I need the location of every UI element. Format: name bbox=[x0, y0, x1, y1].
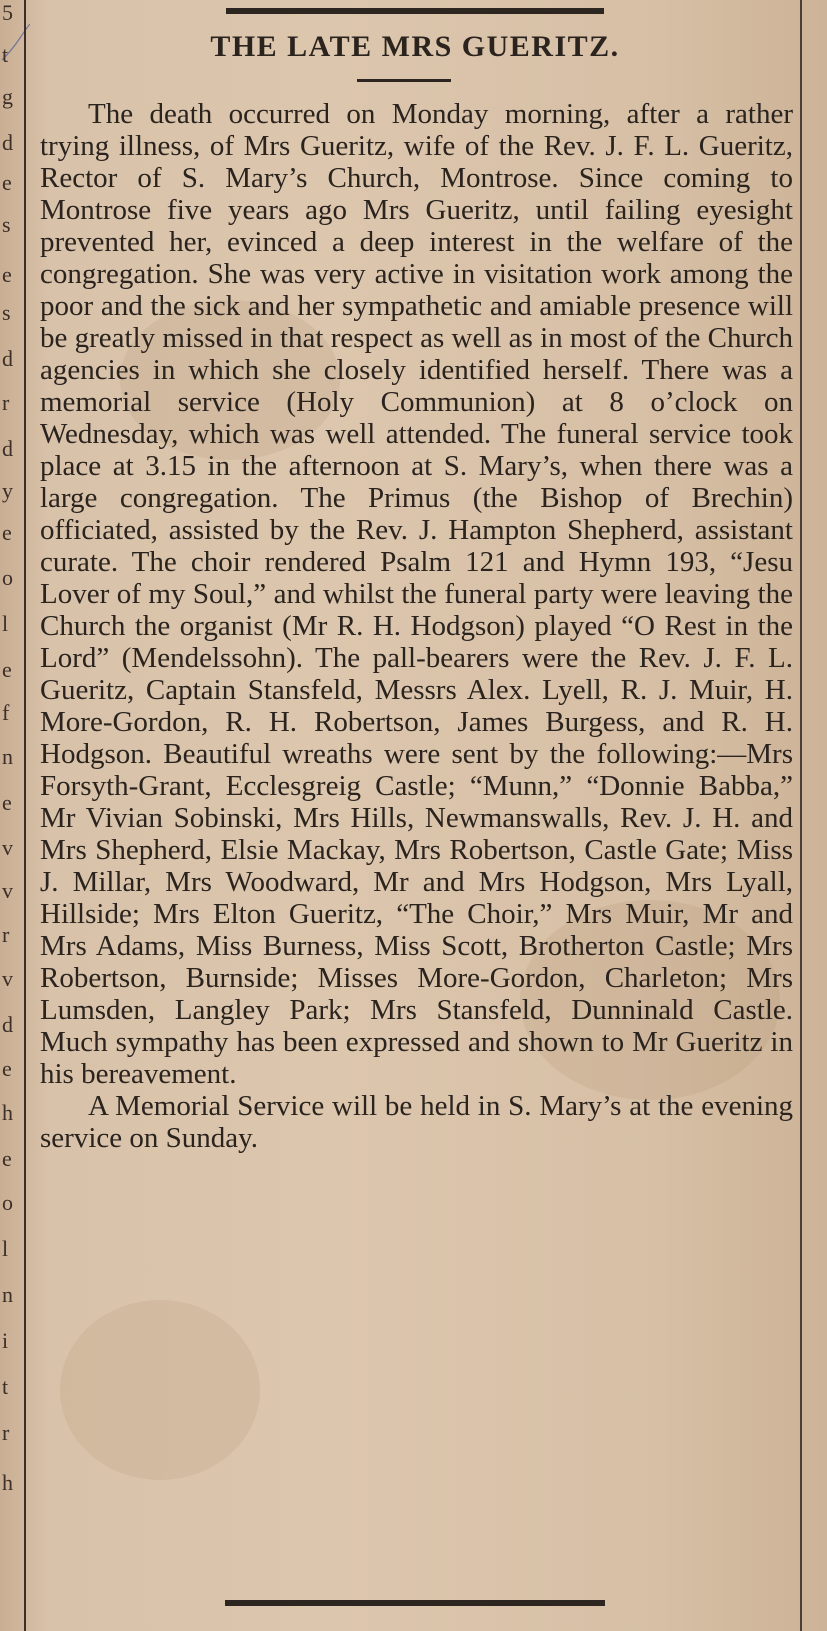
margin-fragment: s bbox=[2, 212, 11, 237]
margin-fragment: o bbox=[2, 1190, 13, 1215]
margin-fragment: d bbox=[2, 1012, 13, 1037]
headline-divider bbox=[357, 79, 451, 82]
margin-fragment: t bbox=[2, 1374, 9, 1399]
bottom-divider bbox=[225, 1600, 605, 1606]
margin-fragment: g bbox=[2, 84, 13, 109]
article-paragraph: A Memorial Service will be held in S. Mary’s at the evening service on Sunday. bbox=[40, 1090, 793, 1154]
column-rule-left bbox=[24, 0, 26, 1631]
column-rule-right bbox=[800, 0, 802, 1631]
margin-fragment: y bbox=[2, 478, 13, 503]
margin-fragment: t bbox=[2, 42, 9, 67]
margin-fragment: d bbox=[2, 436, 13, 461]
margin-fragment: v bbox=[2, 966, 13, 991]
margin-fragment: e bbox=[2, 1056, 12, 1081]
margin-fragment: d bbox=[2, 130, 13, 155]
top-divider bbox=[226, 8, 604, 14]
article-body bbox=[40, 98, 793, 1154]
margin-fragment: d bbox=[2, 346, 13, 371]
margin-fragment: o bbox=[2, 565, 13, 590]
margin-fragment: f bbox=[2, 700, 10, 725]
margin-fragment: e bbox=[2, 1146, 12, 1171]
margin-fragment: e bbox=[2, 170, 12, 195]
margin-fragment: e bbox=[2, 657, 12, 682]
margin-fragment: h bbox=[2, 1470, 13, 1495]
margin-fragment: r bbox=[2, 390, 10, 415]
margin-fragment: r bbox=[2, 922, 10, 947]
margin-fragment: n bbox=[2, 744, 13, 769]
margin-fragment: e bbox=[2, 790, 12, 815]
margin-fragment: 5 bbox=[2, 0, 13, 25]
margin-fragment: n bbox=[2, 1282, 13, 1307]
margin-fragment: e bbox=[2, 262, 12, 287]
margin-fragment: s bbox=[2, 300, 11, 325]
paper-stain bbox=[60, 1300, 260, 1480]
headline: THE LATE MRS GUERITZ. bbox=[210, 30, 620, 63]
margin-fragment: l bbox=[2, 611, 9, 636]
margin-fragment: h bbox=[2, 1100, 13, 1125]
margin-fragment: i bbox=[2, 1328, 9, 1353]
adjacent-column-fragment bbox=[0, 0, 20, 1631]
margin-fragment: l bbox=[2, 1236, 9, 1261]
margin-fragment: v bbox=[2, 835, 13, 860]
margin-fragment: e bbox=[2, 520, 12, 545]
article-paragraph: The death occurred on Monday morning, after a rather trying illness, of Mrs Gueritz, wife of the Rev. J. F. L. Gueritz, Rector of S. Mary’s Church, Montrose. Since coming to Montrose five years ago Mrs Gueritz, until failing eyesight prevented her, evinced a deep interest in the welfare of the congregation. She was very active in visitation work among the poor and the sick and her sympathetic and amiable presence will be greatly missed in that respect as well as in most of the Church agencies in which she closely identified herself. There was a memorial service (Holy Communion) at 8 o’clock on Wednesday, which was well attended. The funeral service took place at 3.15 in the afternoon at S. Mary’s, when there was a large congregation. The Primus (the Bishop of Brechin) officiated, assisted by the Rev. J. Hampton Shepherd, assistant curate. The choir rendered Psalm 121 and Hymn 193, “Jesu Lover of my Soul,” and whilst the funeral party were leaving the Church the organist (Mr R. H. Hodgson) played “O Rest in the Lord” (Mendelssohn). The pall-bearers were the Rev. J. F. L. Gueritz, Captain Stansfeld, Messrs Alex. Lyell, R. J. Muir, H. More-Gordon, R. H. Robertson, James Burgess, and R. H. Hodgson. Beautiful wreaths were sent by the following:—Mrs Forsyth-Grant, Ecclesgreig Castle; “Munn,” “Donnie Babba,” Mr Vivian Sobinski, Mrs Hills, Newmanswalls, Rev. J. H. and Mrs Shepherd, Elsie Mackay, Mrs Robertson, Castle Gate; Miss J. Millar, Mrs Woodward, Mr and Mrs Hodgson, Mrs Lyall, Hillside; Mrs Elton Gueritz, “The Choir,” Mrs Muir, Mr and Mrs Adams, Miss Burness, Miss Scott, Brotherton Castle; Mrs Robertson, Burnside; Misses More-Gordon, Charleton; Mrs Lumsden, Langley Park; Mrs Stansfeld, Dunninald Castle. Much sympathy has been expressed and shown to Mr Gueritz in his bereavement. bbox=[40, 98, 794, 1090]
margin-fragment: r bbox=[2, 1420, 10, 1445]
margin-fragment: v bbox=[2, 878, 13, 903]
